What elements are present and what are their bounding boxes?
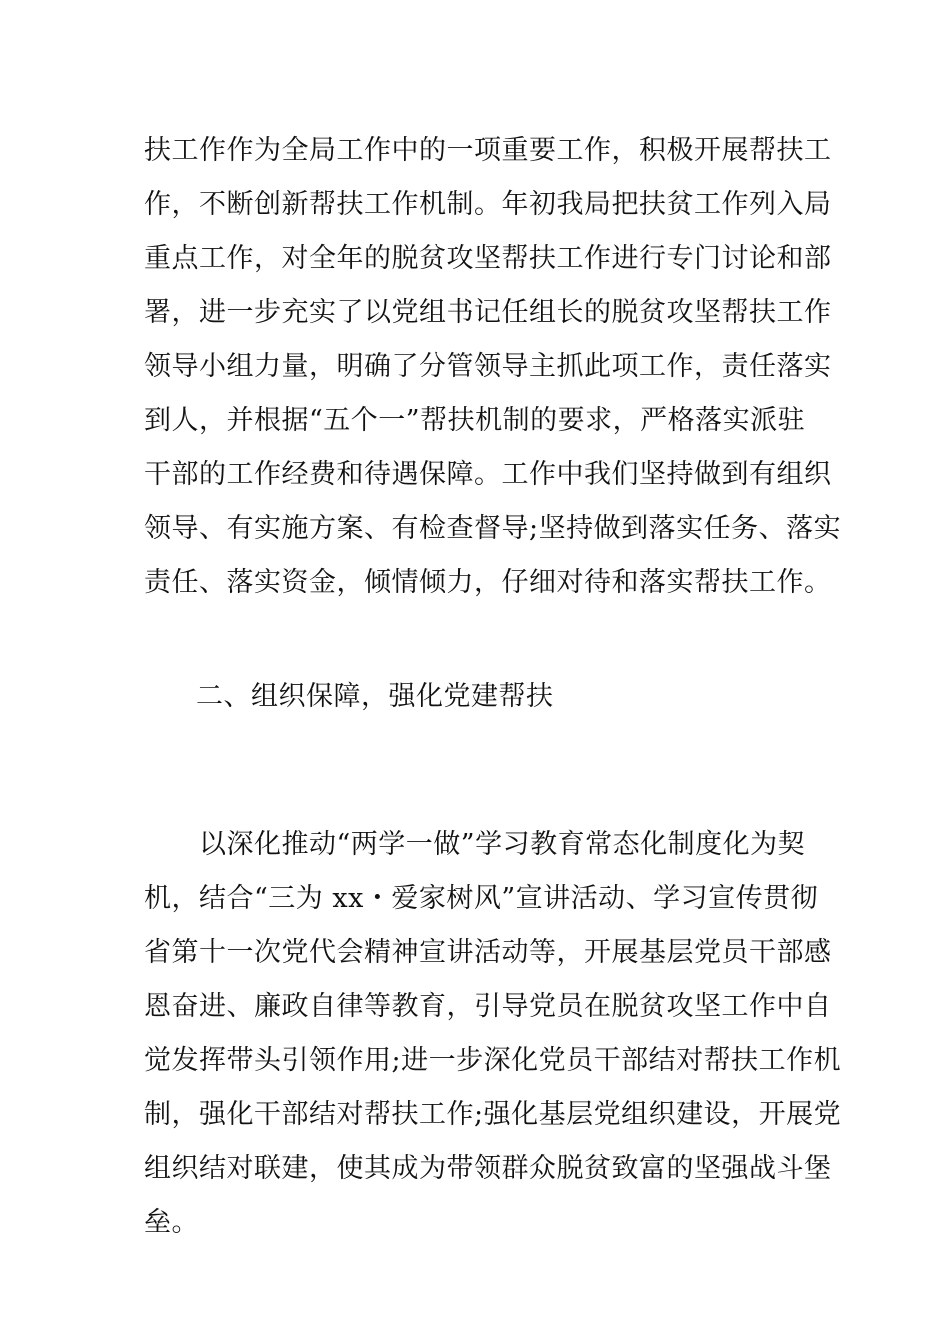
- text-line: 到人，并根据“五个一”帮扶机制的要求，严格落实派驻: [144, 405, 806, 436]
- section-heading: 二、组织保障，强化党建帮扶: [196, 681, 554, 712]
- text-line: 以深化推动“两学一做”学习教育常态化制度化为契: [144, 829, 806, 860]
- text-line: 觉发挥带头引领作用;进一步深化党员干部结对帮扶工作机: [144, 1045, 842, 1076]
- text-line: 领导小组力量，明确了分管领导主抓此项工作，责任落实: [144, 351, 832, 382]
- text-line: 扶工作作为全局工作中的一项重要工作，积极开展帮扶工: [144, 135, 832, 166]
- text-line: 领导、有实施方案、有检查督导;坚持做到落实任务、落实: [144, 513, 842, 544]
- text-line: 恩奋进、廉政自律等教育，引导党员在脱贫攻坚工作中自: [144, 991, 832, 1022]
- paragraph-responsibility: [144, 124, 842, 610]
- text-line: 干部的工作经费和待遇保障。工作中我们坚持做到有组织: [144, 459, 832, 490]
- text-line: 责任、落实资金，倾情倾力，仔细对待和落实帮扶工作。: [144, 567, 832, 598]
- text-line: 署，进一步充实了以党组书记任组长的脱贫攻坚帮扶工作: [144, 297, 832, 328]
- text-line: 作，不断创新帮扶工作机制。年初我局把扶贫工作列入局: [144, 189, 832, 220]
- text-line: 制，强化干部结对帮扶工作;强化基层党组织建设，开展党: [144, 1099, 842, 1130]
- text-line: 组织结对联建，使其成为带领群众脱贫致富的坚强战斗堡: [144, 1153, 832, 1184]
- paragraph-party-building: [144, 818, 842, 1250]
- text-line: 重点工作，对全年的脱贫攻坚帮扶工作进行专门讨论和部: [144, 243, 832, 274]
- text-line: 机，结合“三为 xx・爱家树风”宣讲活动、学习宣传贯彻: [144, 883, 819, 914]
- text-line: 垒。: [144, 1207, 199, 1238]
- text-line: 省第十一次党代会精神宣讲活动等，开展基层党员干部感: [144, 937, 832, 968]
